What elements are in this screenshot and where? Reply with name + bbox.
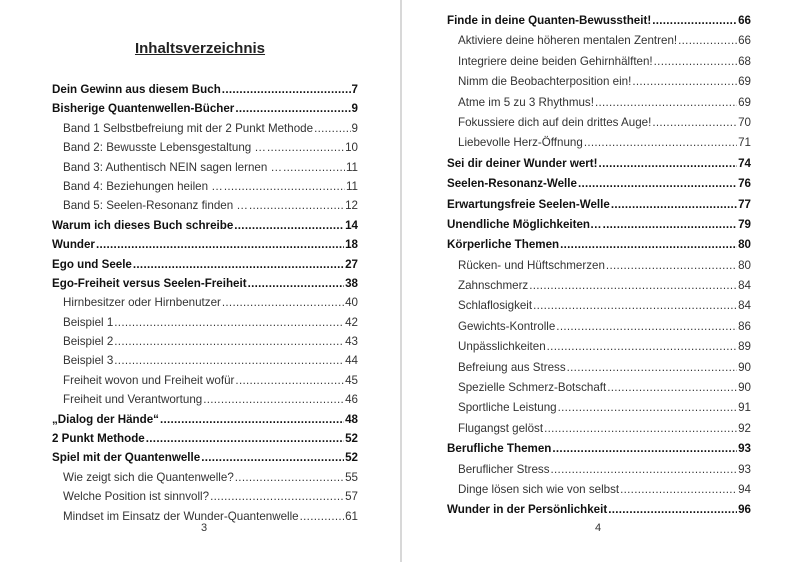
toc-entry-title: Finde in deine Quanten-Bewusstheit! xyxy=(447,14,652,27)
toc-entry-title: Freiheit wovon und Freiheit wofür xyxy=(63,373,235,387)
dot-leader xyxy=(654,52,737,72)
toc-entry-page: 52 xyxy=(345,432,358,446)
toc-entry-title: 2 Punkt Methode xyxy=(52,432,145,446)
dot-leader xyxy=(567,358,737,378)
toc-entry-title: Gewichts-Kontrolle xyxy=(458,319,556,333)
toc-entry-page: 90 xyxy=(738,381,751,395)
toc-section-entry[interactable] xyxy=(447,113,751,133)
dot-leader xyxy=(203,390,344,409)
dot-leader xyxy=(248,274,345,293)
toc-entry-title: Sei dir deiner Wunder wert! xyxy=(447,156,598,170)
toc-chapter-entry[interactable] xyxy=(52,80,358,99)
toc-section-entry[interactable] xyxy=(52,332,358,351)
toc-section-entry[interactable] xyxy=(52,390,358,409)
toc-entry-page: 27 xyxy=(345,257,358,271)
toc-entry-title: Berufliche Themen xyxy=(447,442,552,456)
toc-title: Inhaltsverzeichnis xyxy=(134,40,266,57)
toc-entry-title: Beispiel 3 xyxy=(63,354,114,368)
right-page xyxy=(402,0,800,562)
toc-entry-title: Dinge lösen sich wie von selbst xyxy=(458,482,620,496)
toc-entry-page: 46 xyxy=(345,393,358,407)
dot-leader xyxy=(283,158,345,177)
toc-entry-title: Mindset im Einsatz der Wunder-Quantenwelle xyxy=(63,509,299,523)
toc-section-entry[interactable] xyxy=(52,138,358,157)
toc-entry-page: 69 xyxy=(738,95,751,109)
toc-entry-page: 84 xyxy=(738,279,751,293)
dot-leader xyxy=(599,154,738,174)
toc-entry-page: 52 xyxy=(345,451,358,465)
toc-chapter-entry[interactable] xyxy=(447,174,751,194)
toc-section-entry[interactable] xyxy=(447,398,751,418)
toc-entry-page: 84 xyxy=(738,299,751,313)
dot-leader xyxy=(652,113,737,133)
toc-entry-page: 44 xyxy=(345,354,358,368)
dot-leader xyxy=(222,80,351,99)
toc-entry-title: Spezielle Schmerz-Botschaft xyxy=(458,381,607,395)
dot-leader xyxy=(235,99,350,118)
toc-entry-page: 7 xyxy=(351,83,358,96)
dot-leader xyxy=(652,11,737,31)
toc-entry-page: 93 xyxy=(738,462,751,476)
toc-entry-title: Warum ich dieses Buch schreibe xyxy=(52,218,234,232)
toc-entry-title: Atme im 5 zu 3 Rhythmus! xyxy=(458,95,594,109)
toc-entry-page: 11 xyxy=(345,160,358,174)
dot-leader xyxy=(547,337,737,357)
toc-entry-page: 48 xyxy=(345,412,358,426)
toc-entry-title: Band 4: Beziehungen heilen … xyxy=(63,179,223,193)
toc-entry-page: 66 xyxy=(738,14,751,27)
toc-chapter-entry[interactable] xyxy=(52,216,358,235)
toc-section-entry[interactable] xyxy=(447,480,751,500)
dot-leader xyxy=(678,31,737,51)
toc-entry-title: Wunder in der Persönlichkeit xyxy=(447,503,608,517)
toc-entry-page: 94 xyxy=(738,482,751,496)
toc-entry-title: Erwartungsfreie Seelen-Welle xyxy=(447,197,610,211)
toc-list-left xyxy=(52,80,358,526)
toc-entry-title: Beispiel 2 xyxy=(63,335,114,349)
dot-leader xyxy=(267,138,344,157)
toc-chapter-entry[interactable] xyxy=(447,439,751,459)
toc-entry-title: Seelen-Resonanz-Welle xyxy=(447,177,577,191)
toc-entry-title: Flugangst gelöst xyxy=(458,421,544,435)
toc-chapter-entry[interactable] xyxy=(52,99,358,118)
toc-section-entry[interactable] xyxy=(447,93,751,113)
dot-leader xyxy=(606,256,737,276)
toc-entry-title: Aktiviere deine höheren mentalen Zentren! xyxy=(458,34,678,48)
dot-leader xyxy=(611,195,737,215)
toc-entry-title: Dein Gewinn aus diesem Buch xyxy=(52,83,221,96)
toc-entry-title: Unendliche Möglichkeiten… xyxy=(447,217,602,231)
toc-entry-title: Freiheit und Verantwortung xyxy=(63,393,203,407)
toc-section-entry[interactable] xyxy=(447,133,751,153)
toc-chapter-entry[interactable] xyxy=(52,255,358,274)
toc-entry-page: 80 xyxy=(738,258,751,272)
toc-entry-title: Rücken- und Hüftschmerzen xyxy=(458,258,605,272)
toc-entry-title: Liebevolle Herz-Öffnung xyxy=(458,136,583,150)
dot-leader xyxy=(632,72,737,92)
dot-leader xyxy=(235,468,344,487)
dot-leader xyxy=(114,351,344,370)
page-number: 4 xyxy=(594,522,602,534)
toc-entry-title: Beispiel 1 xyxy=(63,315,114,329)
toc-chapter-entry[interactable] xyxy=(52,410,358,429)
toc-chapter-entry[interactable] xyxy=(52,274,358,293)
toc-entry-title: Hirnbesitzer oder Hirnbenutzer xyxy=(63,296,221,310)
toc-entry-page: 69 xyxy=(738,75,751,89)
toc-section-entry[interactable] xyxy=(447,256,751,276)
toc-entry-page: 91 xyxy=(738,401,751,415)
toc-entry-title: Körperliche Themen xyxy=(447,238,560,252)
toc-chapter-entry[interactable] xyxy=(447,215,751,235)
toc-entry-title: Spiel mit der Quantenwelle xyxy=(52,451,201,465)
toc-entry-page: 55 xyxy=(345,470,358,484)
toc-chapter-entry[interactable] xyxy=(52,429,358,448)
dot-leader xyxy=(544,419,737,439)
toc-entry-page: 14 xyxy=(345,218,358,232)
dot-leader xyxy=(552,439,737,459)
toc-section-entry[interactable] xyxy=(52,119,358,138)
toc-entry-page: 42 xyxy=(345,315,358,329)
toc-section-entry[interactable] xyxy=(447,31,751,51)
dot-leader xyxy=(160,410,344,429)
dot-leader xyxy=(222,293,344,312)
dot-leader xyxy=(146,429,344,448)
toc-entry-page: 96 xyxy=(738,503,751,517)
toc-entry-page: 86 xyxy=(738,319,751,333)
dot-leader xyxy=(560,235,737,255)
toc-section-entry[interactable] xyxy=(447,358,751,378)
toc-entry-page: 70 xyxy=(738,115,751,129)
dot-leader xyxy=(300,507,344,526)
toc-entry-title: Band 1 Selbstbefreiung mit der 2 Punkt Methode xyxy=(63,121,314,135)
toc-section-entry[interactable] xyxy=(447,52,751,72)
toc-entry-page: 38 xyxy=(345,276,358,290)
toc-section-entry[interactable] xyxy=(52,351,358,370)
dot-leader xyxy=(529,276,737,296)
dot-leader xyxy=(224,177,345,196)
toc-entry-title: Schlaflosigkeit xyxy=(458,299,533,313)
toc-entry-page: 68 xyxy=(738,54,751,68)
toc-entry-page: 43 xyxy=(345,335,358,349)
dot-leader xyxy=(133,255,344,274)
dot-leader xyxy=(558,398,737,418)
dot-leader xyxy=(249,196,344,215)
toc-entry-page: 9 xyxy=(351,102,358,116)
toc-entry-page: 79 xyxy=(738,217,751,231)
toc-section-entry[interactable] xyxy=(52,371,358,390)
toc-section-entry[interactable] xyxy=(447,337,751,357)
toc-entry-title: Wunder xyxy=(52,238,95,252)
toc-entry-page: 76 xyxy=(738,177,751,191)
toc-chapter-entry[interactable] xyxy=(52,235,358,254)
toc-entry-title: Fokussiere dich auf dein drittes Auge! xyxy=(458,115,652,129)
dot-leader xyxy=(234,216,344,235)
toc-section-entry[interactable] xyxy=(447,72,751,92)
toc-entry-page: 18 xyxy=(345,238,358,252)
toc-entry-page: 80 xyxy=(738,238,751,252)
toc-entry-page: 74 xyxy=(738,156,751,170)
dot-leader xyxy=(96,235,344,254)
toc-section-entry[interactable] xyxy=(52,293,358,312)
toc-entry-page: 71 xyxy=(738,136,751,150)
dot-leader xyxy=(314,119,350,138)
dot-leader xyxy=(556,317,737,337)
toc-section-entry[interactable] xyxy=(52,468,358,487)
toc-section-entry[interactable] xyxy=(52,158,358,177)
dot-leader xyxy=(533,296,737,316)
toc-entry-page: 12 xyxy=(345,199,358,213)
dot-leader xyxy=(114,332,344,351)
toc-entry-title: „Dialog der Hände“ xyxy=(52,412,159,426)
toc-section-entry[interactable] xyxy=(447,460,751,480)
page-number: 3 xyxy=(200,522,208,534)
toc-chapter-entry[interactable] xyxy=(52,448,358,467)
toc-entry-title: Ego-Freiheit versus Seelen-Freiheit xyxy=(52,276,247,290)
toc-section-entry[interactable] xyxy=(447,276,751,296)
toc-section-entry[interactable] xyxy=(447,419,751,439)
toc-entry-page: 45 xyxy=(345,373,358,387)
toc-entry-title: Band 2: Bewusste Lebensgestaltung … xyxy=(63,141,267,155)
toc-entry-title: Band 3: Authentisch NEIN sagen lernen … xyxy=(63,160,283,174)
toc-section-entry[interactable] xyxy=(52,313,358,332)
toc-entry-title: Sportliche Leistung xyxy=(458,401,557,415)
toc-entry-title: Wie zeigt sich die Quantenwelle? xyxy=(63,470,234,484)
toc-entry-page: 57 xyxy=(345,490,358,504)
toc-list-right xyxy=(447,11,751,521)
dot-leader xyxy=(201,448,344,467)
toc-entry-page: 92 xyxy=(738,421,751,435)
toc-section-entry[interactable] xyxy=(447,317,751,337)
dot-leader xyxy=(551,460,738,480)
toc-entry-title: Nimm die Beobachterposition ein! xyxy=(458,75,632,89)
toc-section-entry[interactable] xyxy=(447,378,751,398)
toc-entry-title: Ego und Seele xyxy=(52,257,132,271)
toc-entry-page: 77 xyxy=(738,197,751,211)
toc-entry-title: Unpässlichkeiten xyxy=(458,340,546,354)
dot-leader xyxy=(608,500,737,520)
toc-entry-page: 10 xyxy=(345,141,358,155)
toc-entry-title: Band 5: Seelen-Resonanz finden … xyxy=(63,199,248,213)
toc-entry-title: Bisherige Quantenwellen-Bücher xyxy=(52,102,235,116)
toc-chapter-entry[interactable] xyxy=(447,154,751,174)
toc-entry-title: Beruflicher Stress xyxy=(458,462,550,476)
toc-entry-title: Welche Position ist sinnvoll? xyxy=(63,490,210,504)
toc-entry-title: Integriere deine beiden Gehirnhälften! xyxy=(458,54,653,68)
toc-chapter-entry[interactable] xyxy=(447,195,751,215)
dot-leader xyxy=(607,378,737,398)
toc-entry-page: 93 xyxy=(738,442,751,456)
dot-leader xyxy=(603,215,737,235)
dot-leader xyxy=(114,313,344,332)
dot-leader xyxy=(235,371,344,390)
toc-entry-page: 61 xyxy=(345,509,358,523)
toc-entry-page: 40 xyxy=(345,296,358,310)
toc-section-entry[interactable] xyxy=(52,487,358,506)
dot-leader xyxy=(578,174,737,194)
toc-section-entry[interactable] xyxy=(52,177,358,196)
dot-leader xyxy=(595,93,737,113)
toc-entry-page: 9 xyxy=(351,121,358,135)
toc-section-entry[interactable] xyxy=(52,196,358,215)
toc-section-entry[interactable] xyxy=(447,296,751,316)
dot-leader xyxy=(620,480,737,500)
toc-entry-page: 11 xyxy=(345,179,358,193)
dot-leader xyxy=(210,487,344,506)
toc-entry-page: 89 xyxy=(738,340,751,354)
toc-chapter-entry[interactable] xyxy=(447,235,751,255)
toc-entry-title: Befreiung aus Stress xyxy=(458,360,566,374)
toc-entry-title: Zahnschmerz xyxy=(458,279,529,293)
toc-chapter-entry[interactable] xyxy=(447,11,751,31)
toc-entry-page: 66 xyxy=(738,34,751,48)
toc-entry-page: 90 xyxy=(738,360,751,374)
dot-leader xyxy=(584,133,737,153)
toc-chapter-entry[interactable] xyxy=(447,500,751,520)
